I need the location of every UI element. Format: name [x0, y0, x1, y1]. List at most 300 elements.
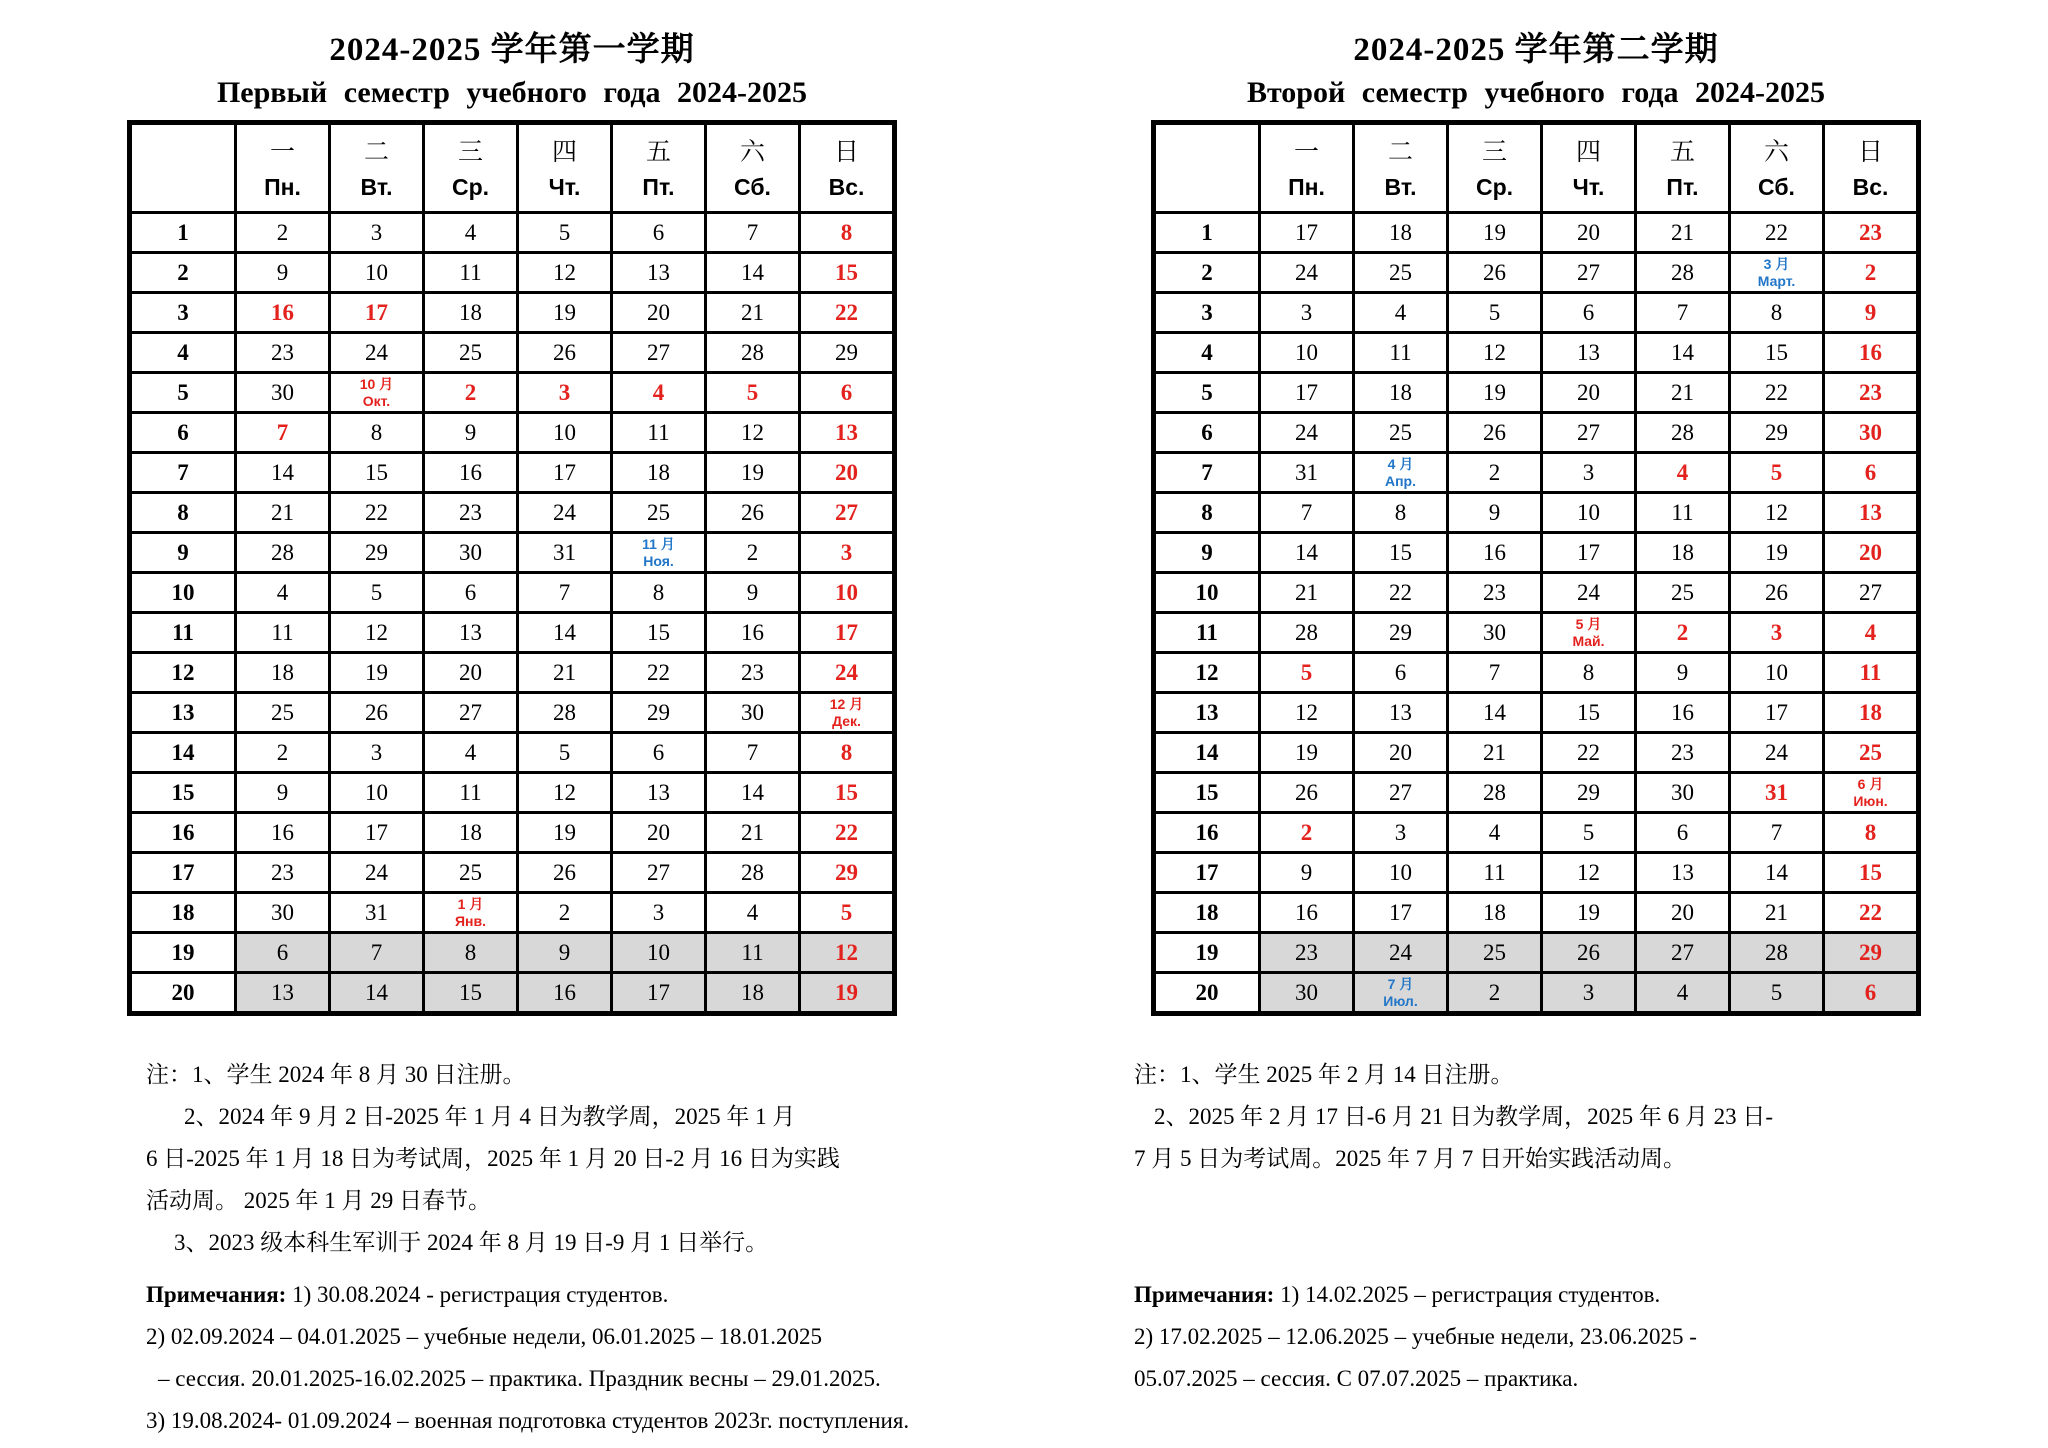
month-start-cell	[1354, 973, 1448, 1014]
day-cell: 13	[1542, 333, 1636, 373]
week-number: 9	[130, 533, 236, 573]
day-cell: 17	[518, 453, 612, 493]
day-cell: 9	[1636, 653, 1730, 693]
day-cell: 28	[1636, 413, 1730, 453]
day-cell: 12	[330, 613, 424, 653]
day-cell: 31	[330, 893, 424, 933]
note-line-ru: 2) 17.02.2025 – 12.06.2025 – учебные недели, 23.06.2025 -	[1134, 1324, 1697, 1349]
day-cell: 26	[518, 333, 612, 373]
day-cell: 12	[1730, 493, 1824, 533]
day-cell: 10	[1730, 653, 1824, 693]
first-semester-table	[127, 120, 897, 1016]
note-line-zh: 3、2023 级本科生军训于 2024 年 8 月 19 日-9 月 1 日举行。	[174, 1230, 769, 1255]
day-cell: 13	[612, 253, 706, 293]
day-cell: 25	[612, 493, 706, 533]
day-cell: 4	[1824, 613, 1919, 653]
week-row-5	[130, 373, 895, 413]
day-cell: 15	[424, 973, 518, 1014]
week-row-13	[1154, 693, 1919, 733]
day-cell: 13	[612, 773, 706, 813]
day-cell: 7	[1730, 813, 1824, 853]
week-row-7	[1154, 453, 1919, 493]
day-cell: 24	[1260, 253, 1354, 293]
month-start-cell	[1824, 773, 1919, 813]
week-row-9	[1154, 533, 1919, 573]
day-cell: 27	[1636, 933, 1730, 973]
week-number: 18	[1154, 893, 1260, 933]
day-cell: 8	[1824, 813, 1919, 853]
day-cell: 22	[1542, 733, 1636, 773]
week-row-18	[1154, 893, 1919, 933]
day-cell: 19	[706, 453, 800, 493]
day-cell: 4	[1448, 813, 1542, 853]
day-cell: 22	[1730, 213, 1824, 253]
day-cell: 22	[1730, 373, 1824, 413]
day-cell: 3	[1542, 973, 1636, 1014]
day-cell: 5	[1448, 293, 1542, 333]
day-cell: 15	[800, 773, 895, 813]
week-number: 14	[1154, 733, 1260, 773]
week-row-18	[130, 893, 895, 933]
day-cell: 21	[236, 493, 330, 533]
month-start-cell	[1542, 613, 1636, 653]
day-cell: 2	[236, 733, 330, 773]
day-cell: 16	[706, 613, 800, 653]
day-cell: 12	[706, 413, 800, 453]
day-cell: 14	[1448, 693, 1542, 733]
day-cell: 27	[1542, 253, 1636, 293]
day-header-сб	[1730, 123, 1824, 213]
day-cell: 22	[800, 293, 895, 333]
day-cell: 2	[424, 373, 518, 413]
day-header-ru: Ср.	[451, 174, 490, 200]
day-cell: 4	[236, 573, 330, 613]
note-line-ru: Примечания: 1) 30.08.2024 - регистрация студентов.	[146, 1282, 669, 1307]
day-header-ru: Сб.	[1758, 174, 1795, 200]
week-row-11	[130, 613, 895, 653]
week-number: 17	[1154, 853, 1260, 893]
day-cell: 11	[1448, 853, 1542, 893]
week-number: 10	[1154, 573, 1260, 613]
day-cell: 20	[1354, 733, 1448, 773]
day-cell: 5	[1260, 653, 1354, 693]
day-cell: 14	[706, 253, 800, 293]
day-cell: 5	[706, 373, 800, 413]
day-cell: 16	[1260, 893, 1354, 933]
day-cell: 5	[330, 573, 424, 613]
day-cell: 2	[518, 893, 612, 933]
day-cell: 30	[706, 693, 800, 733]
week-row-12	[1154, 653, 1919, 693]
day-cell: 10	[1542, 493, 1636, 533]
day-cell: 9	[236, 773, 330, 813]
day-cell: 29	[1730, 413, 1824, 453]
day-cell: 20	[612, 293, 706, 333]
day-cell: 3	[330, 733, 424, 773]
day-cell: 9	[1448, 493, 1542, 533]
day-cell: 28	[518, 693, 612, 733]
day-cell: 26	[706, 493, 800, 533]
week-number: 12	[1154, 653, 1260, 693]
week-number: 16	[1154, 813, 1260, 853]
day-cell: 20	[1636, 893, 1730, 933]
week-number: 1	[130, 213, 236, 253]
day-cell: 23	[1448, 573, 1542, 613]
day-cell: 2	[1824, 253, 1919, 293]
day-cell: 6	[1824, 453, 1919, 493]
week-number-header	[1154, 123, 1260, 213]
day-cell: 8	[800, 213, 895, 253]
week-number: 19	[130, 933, 236, 973]
day-cell: 20	[800, 453, 895, 493]
day-cell: 21	[1636, 213, 1730, 253]
day-cell: 8	[612, 573, 706, 613]
day-cell: 26	[1260, 773, 1354, 813]
month-label-zh: 4 月	[1387, 455, 1414, 472]
day-cell: 15	[330, 453, 424, 493]
day-cell: 16	[1636, 693, 1730, 733]
day-cell: 22	[612, 653, 706, 693]
notes-ru-prefix: Примечания:	[1134, 1282, 1275, 1307]
day-cell: 4	[706, 893, 800, 933]
day-cell: 20	[1542, 373, 1636, 413]
second-semester-title-zh: 2024-2025 学年第二学期	[1353, 32, 1719, 68]
day-cell: 19	[1448, 213, 1542, 253]
day-cell: 19	[518, 813, 612, 853]
day-cell: 17	[612, 973, 706, 1014]
week-number: 15	[130, 773, 236, 813]
note-line-zh: 2、2025 年 2 月 17 日-6 月 21 日为教学周，2025 年 6 月 23 日-	[1154, 1104, 1774, 1129]
day-cell: 2	[1636, 613, 1730, 653]
day-cell: 8	[330, 413, 424, 453]
day-cell: 15	[1730, 333, 1824, 373]
week-row-15	[1154, 773, 1919, 813]
day-cell: 25	[1354, 253, 1448, 293]
day-cell: 19	[330, 653, 424, 693]
day-cell: 26	[1730, 573, 1824, 613]
day-header-zh: 一	[269, 139, 295, 166]
day-cell: 22	[800, 813, 895, 853]
week-row-6	[130, 413, 895, 453]
first-semester-title-zh: 2024-2025 学年第一学期	[329, 32, 695, 68]
day-cell: 12	[800, 933, 895, 973]
week-row-15	[130, 773, 895, 813]
day-cell: 18	[1636, 533, 1730, 573]
day-cell: 16	[236, 293, 330, 333]
month-start-cell	[424, 893, 518, 933]
day-cell: 7	[1260, 493, 1354, 533]
day-cell: 23	[706, 653, 800, 693]
month-label-ru: Дек.	[832, 712, 861, 729]
week-number: 14	[130, 733, 236, 773]
first-semester-notes-ru	[0, 1274, 1024, 1442]
day-header-ср	[424, 123, 518, 213]
day-cell: 18	[424, 293, 518, 333]
day-cell: 19	[1542, 893, 1636, 933]
week-number: 8	[1154, 493, 1260, 533]
month-label-zh: 12 月	[829, 695, 864, 712]
day-header-ru: Вт.	[1384, 174, 1417, 200]
month-label-ru: Март.	[1757, 272, 1796, 289]
day-cell: 3	[1260, 293, 1354, 333]
day-cell: 3	[330, 213, 424, 253]
day-cell: 5	[1730, 453, 1824, 493]
week-row-14	[130, 733, 895, 773]
day-cell: 20	[612, 813, 706, 853]
week-row-8	[1154, 493, 1919, 533]
day-cell: 17	[800, 613, 895, 653]
week-number: 2	[130, 253, 236, 293]
week-number: 12	[130, 653, 236, 693]
week-row-14	[1154, 733, 1919, 773]
day-cell: 12	[1260, 693, 1354, 733]
second-semester-notes-zh	[1024, 1054, 2048, 1274]
second-semester-title-ru: Второй семестр учебного года 2024-2025	[1246, 76, 1826, 109]
day-cell: 6	[236, 933, 330, 973]
day-cell: 12	[518, 253, 612, 293]
day-cell: 27	[612, 333, 706, 373]
note-line-zh: 注：1、学生 2024 年 8 月 30 日注册。	[146, 1062, 526, 1087]
day-cell: 4	[424, 733, 518, 773]
month-label-zh: 7 月	[1387, 975, 1414, 992]
day-cell: 7	[706, 733, 800, 773]
day-cell: 19	[518, 293, 612, 333]
day-cell: 23	[424, 493, 518, 533]
day-cell: 26	[1448, 413, 1542, 453]
week-row-11	[1154, 613, 1919, 653]
week-row-12	[130, 653, 895, 693]
month-label	[331, 376, 422, 410]
day-cell: 19	[1448, 373, 1542, 413]
day-header-row	[1154, 123, 1919, 213]
month-label	[1825, 776, 1916, 810]
day-cell: 6	[1354, 653, 1448, 693]
note-line-ru: 05.07.2025 – сессия. С 07.07.2025 – практика.	[1134, 1366, 1579, 1391]
month-start-cell	[800, 693, 895, 733]
month-start-cell	[1730, 253, 1824, 293]
day-cell: 6	[612, 213, 706, 253]
day-cell: 26	[330, 693, 424, 733]
day-cell: 13	[800, 413, 895, 453]
day-cell: 8	[800, 733, 895, 773]
week-number: 19	[1154, 933, 1260, 973]
week-row-13	[130, 693, 895, 733]
day-header-пн	[1260, 123, 1354, 213]
week-row-3	[1154, 293, 1919, 333]
day-cell: 18	[424, 813, 518, 853]
month-label-zh: 10 月	[359, 375, 394, 392]
day-header-ru: Сб.	[734, 174, 771, 200]
day-cell: 16	[1824, 333, 1919, 373]
month-label-zh: 6 月	[1857, 775, 1884, 792]
day-header-ru: Пт.	[1666, 174, 1699, 200]
week-row-1	[1154, 213, 1919, 253]
second-semester-notes-ru	[1024, 1274, 2048, 1400]
month-label-ru: Июн.	[1853, 792, 1888, 809]
day-cell: 14	[1260, 533, 1354, 573]
day-cell: 11	[1354, 333, 1448, 373]
month-label-ru: Июл.	[1383, 992, 1418, 1009]
day-cell: 18	[236, 653, 330, 693]
day-cell: 27	[424, 693, 518, 733]
day-cell: 14	[1636, 333, 1730, 373]
week-number: 20	[130, 973, 236, 1014]
note-line-zh: 2、2024 年 9 月 2 日-2025 年 1 月 4 日为教学周，2025 年 1 月	[184, 1104, 796, 1129]
day-cell: 28	[706, 333, 800, 373]
month-label-ru: Май.	[1572, 632, 1605, 649]
day-header-вт	[1354, 123, 1448, 213]
day-header-zh: 日	[1857, 139, 1883, 166]
week-number-header	[130, 123, 236, 213]
day-header-zh: 四	[551, 139, 577, 166]
notes-ru-prefix: Примечания:	[146, 1282, 287, 1307]
day-cell: 21	[1260, 573, 1354, 613]
week-row-17	[130, 853, 895, 893]
day-cell: 3	[1354, 813, 1448, 853]
day-cell: 10	[1260, 333, 1354, 373]
day-cell: 5	[800, 893, 895, 933]
day-header-пт	[612, 123, 706, 213]
day-cell: 11	[236, 613, 330, 653]
day-cell: 17	[330, 813, 424, 853]
day-cell: 28	[236, 533, 330, 573]
day-cell: 5	[1730, 973, 1824, 1014]
day-cell: 21	[1730, 893, 1824, 933]
day-cell: 28	[1260, 613, 1354, 653]
day-cell: 2	[1448, 453, 1542, 493]
day-header-ru: Пт.	[642, 174, 675, 200]
day-cell: 31	[518, 533, 612, 573]
day-cell: 26	[518, 853, 612, 893]
day-cell: 3	[1542, 453, 1636, 493]
day-cell: 14	[330, 973, 424, 1014]
day-cell: 21	[1636, 373, 1730, 413]
week-row-3	[130, 293, 895, 333]
week-number: 20	[1154, 973, 1260, 1014]
week-number: 2	[1154, 253, 1260, 293]
week-number: 4	[130, 333, 236, 373]
day-cell: 9	[236, 253, 330, 293]
day-cell: 17	[1260, 373, 1354, 413]
day-cell: 20	[424, 653, 518, 693]
day-cell: 27	[800, 493, 895, 533]
first-semester-notes-zh	[0, 1054, 1024, 1274]
day-header-ru: Пн.	[264, 174, 301, 200]
day-cell: 29	[1542, 773, 1636, 813]
day-header-сб	[706, 123, 800, 213]
day-cell: 11	[424, 253, 518, 293]
day-cell: 9	[518, 933, 612, 973]
day-header-ru: Ср.	[1475, 174, 1514, 200]
day-cell: 30	[1448, 613, 1542, 653]
week-number: 9	[1154, 533, 1260, 573]
week-number: 7	[130, 453, 236, 493]
day-header-zh: 三	[457, 139, 483, 166]
day-cell: 18	[1354, 213, 1448, 253]
day-cell: 31	[1260, 453, 1354, 493]
day-cell: 22	[1824, 893, 1919, 933]
day-cell: 14	[1730, 853, 1824, 893]
day-header-пн	[236, 123, 330, 213]
week-number: 16	[130, 813, 236, 853]
day-cell: 25	[424, 333, 518, 373]
day-cell: 25	[1448, 933, 1542, 973]
month-label-ru: Окт.	[362, 392, 391, 409]
day-cell: 25	[1824, 733, 1919, 773]
day-cell: 16	[236, 813, 330, 853]
day-header-вт	[330, 123, 424, 213]
day-cell: 4	[1636, 973, 1730, 1014]
second-semester-table-wrap	[1024, 120, 2048, 1016]
month-label-zh: 1 月	[457, 895, 484, 912]
second-semester-calendar	[1024, 0, 2048, 1400]
day-cell: 21	[518, 653, 612, 693]
day-cell: 7	[1636, 293, 1730, 333]
day-header-row	[130, 123, 895, 213]
day-cell: 6	[424, 573, 518, 613]
day-cell: 8	[1542, 653, 1636, 693]
day-cell: 16	[1448, 533, 1542, 573]
week-number: 13	[130, 693, 236, 733]
day-cell: 12	[1448, 333, 1542, 373]
week-number: 10	[130, 573, 236, 613]
week-number: 3	[1154, 293, 1260, 333]
note-line-zh: 7 月 5 日为考试周。2025 年 7 月 7 日开始实践活动周。	[1134, 1146, 1686, 1171]
day-cell: 27	[1354, 773, 1448, 813]
day-cell: 11	[706, 933, 800, 973]
day-cell: 13	[236, 973, 330, 1014]
day-cell: 23	[236, 853, 330, 893]
day-cell: 13	[1636, 853, 1730, 893]
day-header-вс	[800, 123, 895, 213]
day-cell: 26	[1448, 253, 1542, 293]
day-cell: 30	[1636, 773, 1730, 813]
day-cell: 24	[1730, 733, 1824, 773]
week-row-8	[130, 493, 895, 533]
first-semester-title-ru: Первый семестр учебного года 2024-2025	[216, 76, 808, 109]
day-cell: 9	[1260, 853, 1354, 893]
day-header-zh: 一	[1293, 139, 1319, 166]
week-row-7	[130, 453, 895, 493]
day-cell: 11	[1636, 493, 1730, 533]
day-cell: 16	[518, 973, 612, 1014]
month-label	[1731, 256, 1822, 290]
day-cell: 24	[1354, 933, 1448, 973]
day-cell: 24	[518, 493, 612, 533]
first-semester-table-wrap	[0, 120, 1024, 1016]
day-cell: 13	[1824, 493, 1919, 533]
day-cell: 11	[424, 773, 518, 813]
note-line-ru: 3) 19.08.2024- 01.09.2024 – военная подготовка студентов 2023г. поступления.	[146, 1408, 910, 1433]
week-row-10	[1154, 573, 1919, 613]
week-number: 17	[130, 853, 236, 893]
day-cell: 11	[1824, 653, 1919, 693]
day-cell: 5	[518, 733, 612, 773]
day-cell: 14	[706, 773, 800, 813]
week-number: 4	[1154, 333, 1260, 373]
week-number: 11	[130, 613, 236, 653]
day-cell: 28	[1730, 933, 1824, 973]
month-label-zh: 5 月	[1575, 615, 1602, 632]
day-cell: 30	[1260, 973, 1354, 1014]
week-row-6	[1154, 413, 1919, 453]
second-semester-table	[1151, 120, 1921, 1016]
day-cell: 22	[330, 493, 424, 533]
day-cell: 17	[1542, 533, 1636, 573]
day-cell: 17	[1354, 893, 1448, 933]
day-header-пт	[1636, 123, 1730, 213]
month-start-cell	[612, 533, 706, 573]
